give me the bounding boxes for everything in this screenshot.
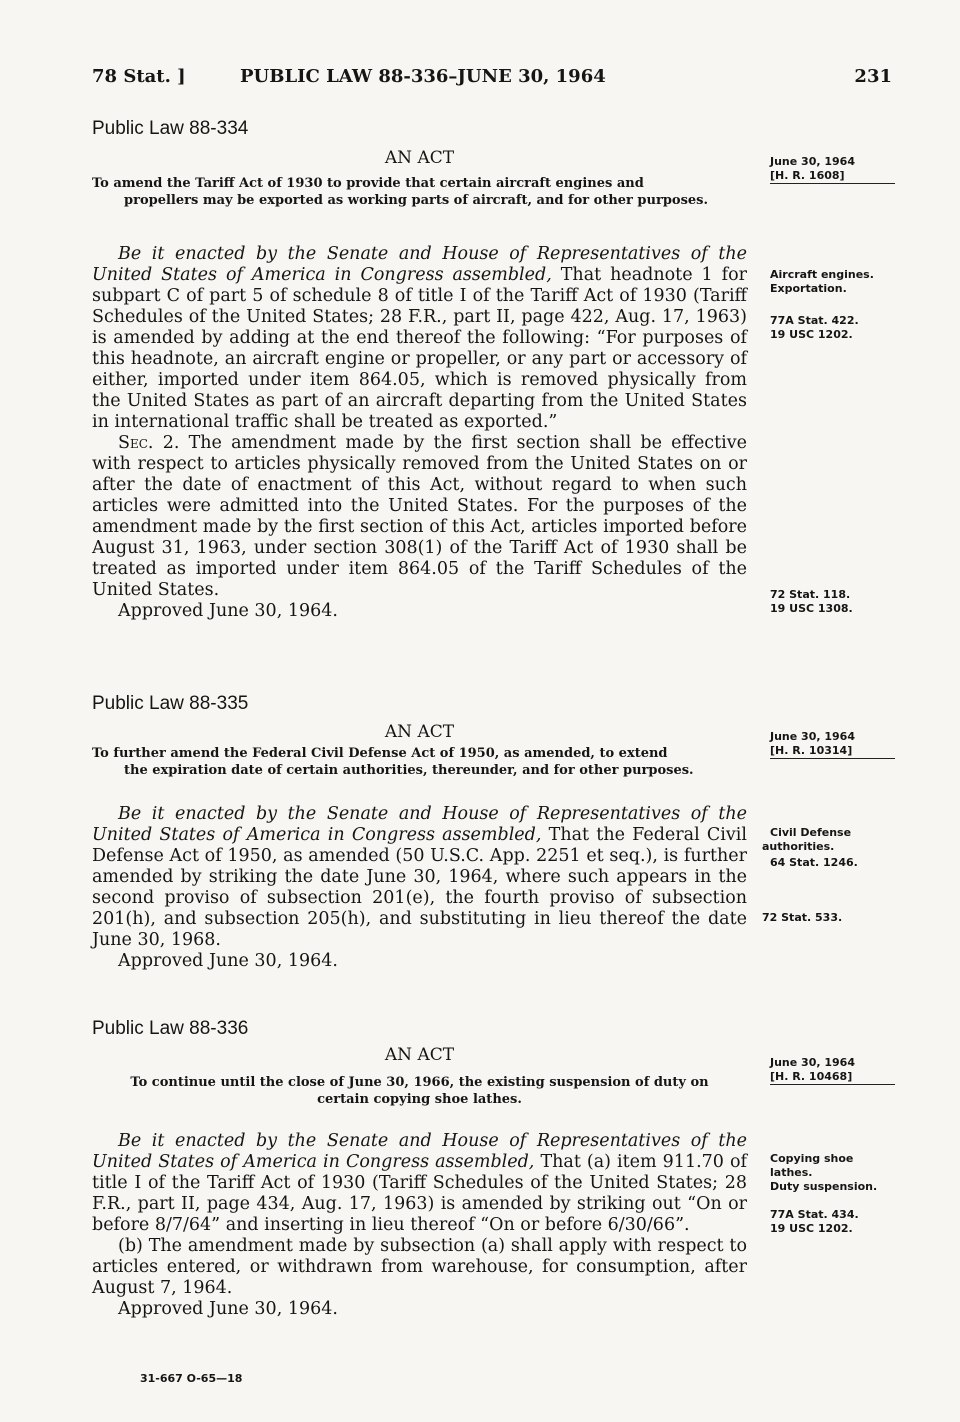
margin-note: authorities.	[762, 840, 835, 853]
purpose-clause	[92, 1074, 747, 1108]
enacting-paragraph	[92, 1131, 747, 1236]
enacting-paragraph	[92, 244, 747, 433]
an-act-heading: AN ACT	[384, 722, 455, 742]
print-code-footer: 31-667 O-65—18	[140, 1372, 243, 1385]
header-title: PUBLIC LAW 88-336–JUNE 30, 1964	[240, 66, 606, 87]
volume-citation: 78 Stat. ]	[92, 66, 186, 87]
margin-date: June 30, 1964	[770, 730, 855, 743]
margin-note: 72 Stat. 533.	[762, 911, 843, 924]
section-a-text: That (a) item 911.70 of title I of the Tariff Act of 1930 (Tariff Schedules of the United States; 28 F.R., part II, page 434, Aug. 17, 1963) is amended by striking out “On or before 8/7/64” and inserting in lieu thereof “On or before 6/30/66”.	[92, 1152, 747, 1235]
margin-note: Copying shoe lathes.	[770, 1152, 854, 1179]
margin-note: 19 USC 1308.	[770, 602, 853, 615]
purpose-continuation: propellers may be exported as working parts of aircraft, and for other purposes.	[124, 193, 709, 208]
purpose-clause	[92, 175, 747, 209]
margin-note: 77A Stat. 422.	[770, 314, 859, 327]
section-2-paragraph	[92, 433, 747, 601]
enacting-paragraph	[92, 804, 747, 951]
section-b-paragraph: (b) The amendment made by subsection (a) shall apply with respect to articles entered, or withdrawn from warehouse, for consumption, after August 7, 1964.	[92, 1236, 747, 1298]
margin-date: June 30, 1964	[770, 1056, 855, 1069]
purpose-first-line: To continue until the close of June 30, 1966, the existing suspension of duty on	[130, 1075, 709, 1090]
margin-note: 19 USC 1202.	[770, 328, 853, 341]
approval-line: Approved June 30, 1964.	[118, 951, 338, 971]
enacting-clause: Be it enacted by the Senate and House of Representatives of the United States of America in Congress assembled,	[92, 1131, 747, 1172]
page-number: 231	[854, 66, 892, 87]
law-title: Public Law 88-335	[92, 693, 249, 714]
an-act-heading: AN ACT	[384, 1045, 455, 1065]
margin-date-block	[770, 730, 895, 759]
margin-note: Aircraft engines.	[770, 268, 874, 281]
law-body	[92, 804, 747, 972]
margin-bill: [H. R. 10468]	[770, 1070, 853, 1083]
purpose-first-line: To amend the Tariff Act of 1930 to provide that certain aircraft engines and	[92, 176, 644, 191]
margin-note: 77A Stat. 434.	[770, 1208, 859, 1221]
approval-line: Approved June 30, 1964.	[118, 601, 338, 621]
margin-note: 64 Stat. 1246.	[770, 856, 858, 869]
section-label: Sec. 2.	[118, 433, 180, 453]
margin-note: Civil Defense	[770, 826, 852, 839]
margin-bill: [H. R. 10314]	[770, 744, 853, 757]
margin-date: June 30, 1964	[770, 155, 855, 168]
purpose-continuation: certain copying shoe lathes.	[317, 1092, 522, 1107]
section-2-text: The amendment made by the first section shall be effective with respect to articles physically removed from the United States on or after the date of enactment of this Act, without regard to when such articles were admitted into the United States. For the purposes of the amendment made by the first section of this Act, articles imported before August 31, 1963, under section 308(1) of the Tariff Act of 1930 shall be treated as imported under item 864.05 of the Tariff Schedules of the United States.	[92, 433, 747, 600]
margin-note: Exportation.	[770, 282, 847, 295]
purpose-clause	[92, 745, 747, 779]
margin-bill: [H. R. 1608]	[770, 169, 845, 182]
margin-note: Duty suspension.	[770, 1180, 878, 1193]
enacting-clause: Be it enacted by the Senate and House of Representatives of the United States of America in Congress assembled,	[92, 804, 747, 845]
an-act-heading: AN ACT	[384, 148, 455, 168]
approval-line: Approved June 30, 1964.	[118, 1299, 338, 1319]
margin-date-block	[770, 155, 895, 184]
section-1-text: That the Federal Civil Defense Act of 1950, as amended (50 U.S.C. App. 2251 et seq.), is further amended by striking the date June 30, 1964, where such appears in the second proviso of subsection 201(e), the fourth proviso of subsection 201(h), and subsection 205(h), and substituting in lieu thereof the date June 30, 1968.	[92, 825, 747, 950]
margin-date-block	[770, 1056, 895, 1085]
section-1-text: That headnote 1 for subpart C of part 5 of schedule 8 of title I of the Tariff Act of 1930 (Tariff Schedules of the United States; 28 F.R., part II, page 422, Aug. 17, 1963) is amended by adding at the end thereof the following: “For purposes of this headnote, an aircraft engine or propeller, or any part or accessory of either, imported under item 864.05, which is removed physically from the United States as part of an aircraft departing from the United States in international traffic shall be treated as exported.”	[92, 265, 747, 432]
margin-note: 19 USC 1202.	[770, 1222, 853, 1235]
law-body	[92, 244, 747, 622]
law-title: Public Law 88-336	[92, 1018, 249, 1039]
running-header	[92, 66, 892, 94]
purpose-first-line: To further amend the Federal Civil Defense Act of 1950, as amended, to extend	[92, 746, 668, 761]
enacting-clause: Be it enacted by the Senate and House of Representatives of the United States of America in Congress assembled,	[92, 244, 747, 285]
margin-note: 72 Stat. 118.	[770, 588, 851, 601]
purpose-continuation: the expiration date of certain authorities, thereunder, and for other purposes.	[124, 763, 694, 778]
law-title: Public Law 88-334	[92, 118, 249, 139]
law-body	[92, 1131, 747, 1320]
